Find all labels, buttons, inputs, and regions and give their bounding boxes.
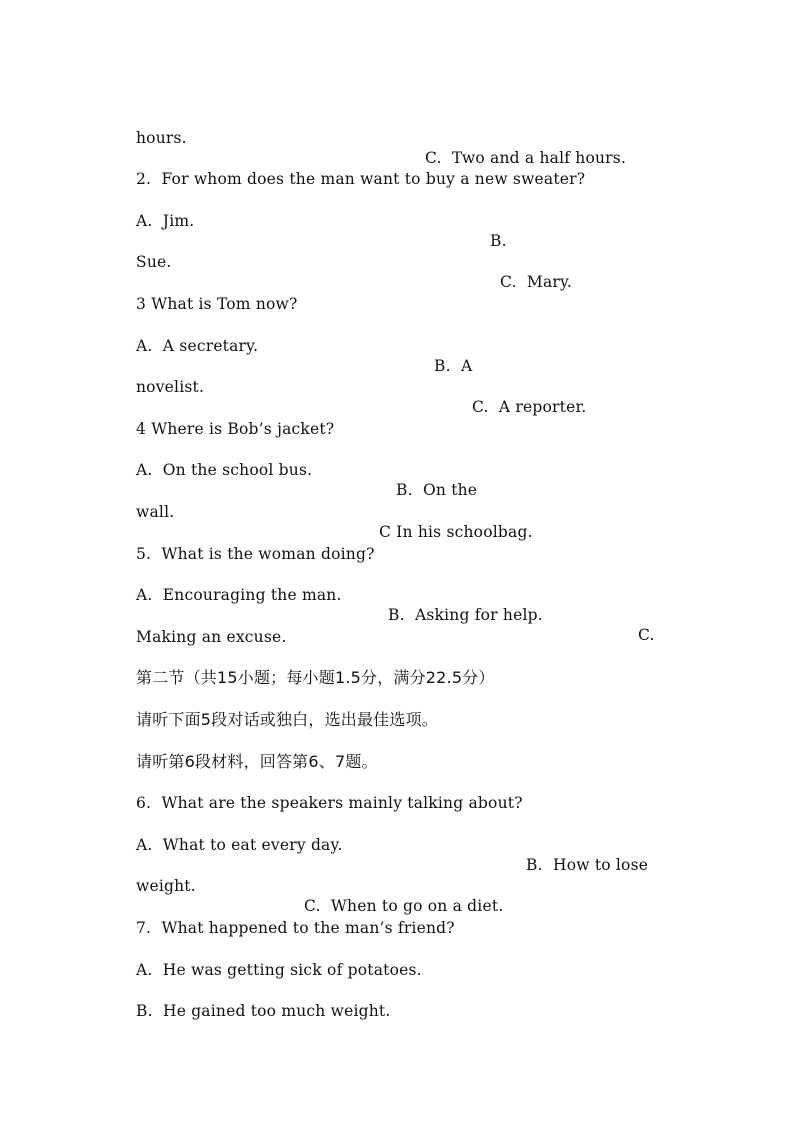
text-fragment: hours.	[136, 129, 187, 147]
text-fragment: weight.	[136, 877, 196, 895]
option-b: B.	[490, 232, 507, 250]
option-a: A. He was getting sick of potatoes.	[136, 961, 422, 979]
instruction-text: 请听下面5段对话或独白，选出最佳选项。	[136, 710, 438, 729]
instruction-text: 请听第6段材料，回答第6、7题。	[136, 752, 378, 771]
question-text: 2. For whom does the man want to buy a new sweater?	[136, 170, 586, 188]
option-b: B. Asking for help.	[388, 606, 543, 624]
option-a: A. Jim.	[136, 212, 195, 230]
question-text: 6. What are the speakers mainly talking about?	[136, 794, 523, 812]
text-fragment: wall.	[136, 503, 175, 521]
text-line	[136, 981, 391, 1041]
option-c: C In his schoolbag.	[379, 523, 533, 541]
option-c: C. When to go on a diet.	[304, 897, 504, 915]
section-title: 第二节（共15小题；每小题1.5分，满分22.5分）	[136, 668, 495, 687]
text-fragment: novelist.	[136, 378, 205, 396]
text-fragment: Sue.	[136, 253, 172, 271]
option-a: A. On the school bus.	[136, 461, 313, 479]
option-b: B. On the	[396, 481, 478, 499]
question-text: 3 What is Tom now?	[136, 295, 298, 313]
option-a: A. Encouraging the man.	[136, 586, 342, 604]
option-c: C.	[638, 626, 655, 644]
option-a: A. A secretary.	[136, 337, 259, 355]
option-a: A. What to eat every day.	[136, 836, 343, 854]
option-c: C. A reporter.	[472, 398, 587, 416]
question-text: 4 Where is Bob’s jacket?	[136, 420, 335, 438]
option-c: C. Mary.	[500, 273, 573, 291]
question-text: 5. What is the woman doing?	[136, 545, 375, 563]
text-fragment: Making an excuse.	[136, 628, 287, 646]
option-b: B. How to lose	[526, 856, 649, 874]
question-text: 7. What happened to the man’s friend?	[136, 919, 455, 937]
option-b: B. A	[434, 357, 473, 375]
option-c: C. Two and a half hours.	[425, 149, 627, 167]
option-b: B. He gained too much weight.	[136, 1002, 391, 1020]
